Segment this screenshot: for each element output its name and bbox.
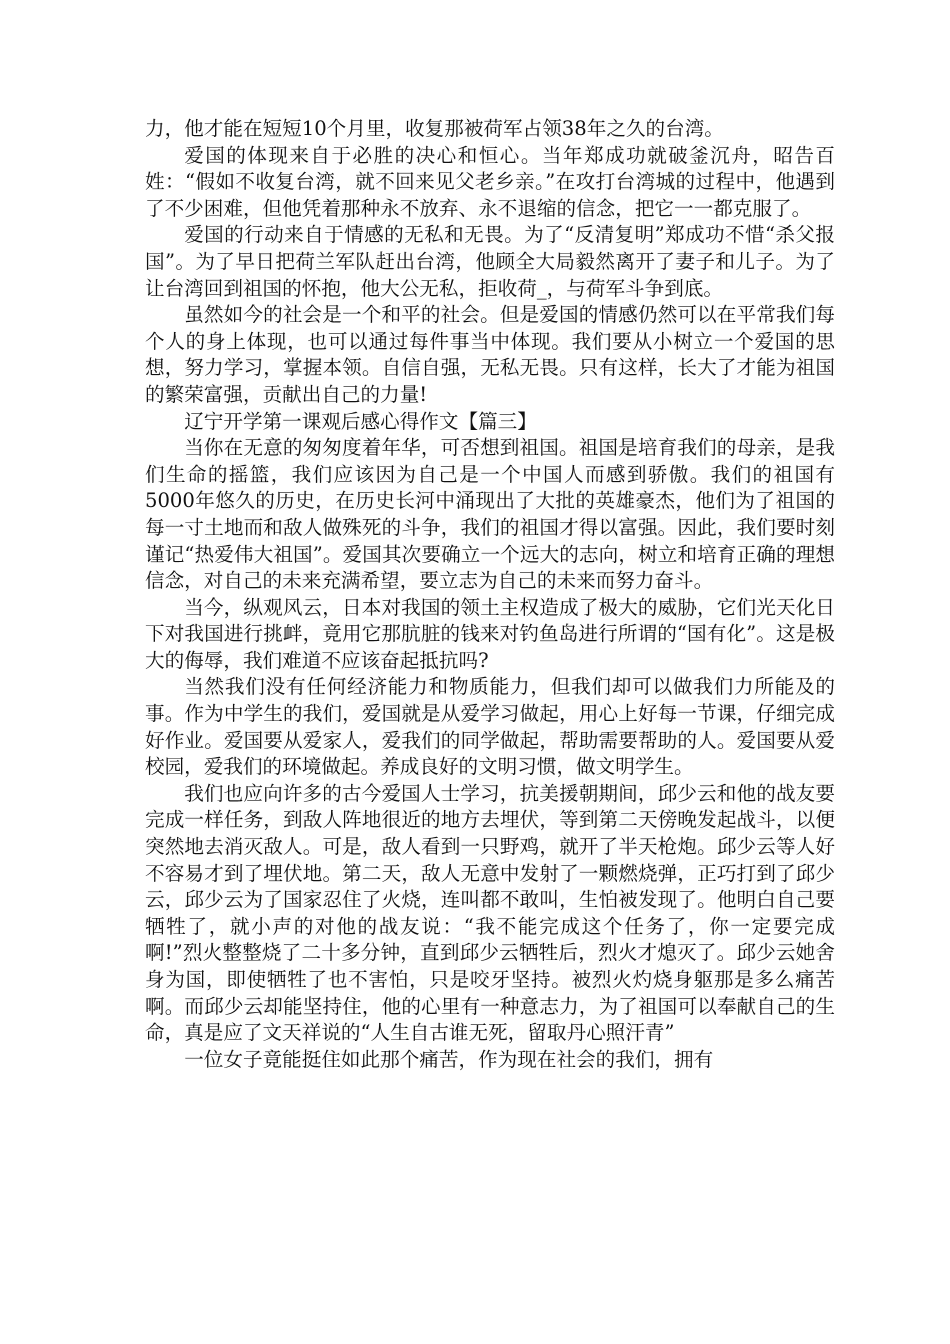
document-page: [145, 116, 835, 1073]
paragraph-2: 爱国的体现来自于必胜的决心和恒心。当年郑成功就破釜沉舟，昭告百姓：“假如不收复台湾，就不回来见父老乡亲。”在攻打台湾城的过程中，他遇到了不少困难，但他凭着那种永不放弃、永不退缩的信念，把它一一都克服了。: [145, 143, 835, 220]
section-heading: 辽宁开学第一课观后感心得作文【篇三】: [184, 409, 537, 433]
paragraph-7: 当然我们没有任何经济能力和物质能力，但我们却可以做我们力所能及的事。作为中学生的我们，爱国就是从爱学习做起，用心上好每一节课，仔细完成好作业。爱国要从爱家人，爱我们的同学做起，帮助需要帮助的人。爱国要从爱校园，爱我们的环境做起。养成良好的文明习惯，做文明学生。: [145, 675, 835, 779]
paragraph-5: 当你在无意的匆匆度着年华，可否想到祖国。祖国是培育我们的母亲，是我们生命的摇篮，我们应该因为自己是一个中国人而感到骄傲。我们的祖国有5000年悠久的历史，在历史长河中涌现出了大批的英雄豪杰，他们为了祖国的每一寸土地而和敌人做殊死的斗争，我们的祖国才得以富强。因此，我们要时刻谨记“热爱伟大祖国”。爱国其次要确立一个远大的志向，树立和培育正确的理想信念，对自己的未来充满希望，要立志为自己的未来而努力奋斗。: [145, 436, 835, 593]
paragraph-6: 当今，纵观风云，日本对我国的领土主权造成了极大的威胁，它们光天化日下对我国进行挑衅，竟用它那肮脏的钱来对钓鱼岛进行所谓的“国有化”。这是极大的侮辱，我们难道不应该奋起抵抗吗?: [145, 595, 835, 672]
paragraph-1: 力，他才能在短短10个月里，收复那被荷军占领38年之久的台湾。: [145, 117, 724, 140]
paragraph-9: 一位女子竟能挺住如此那个痛苦，作为现在社会的我们，拥有: [184, 1047, 714, 1071]
paragraph-3: 爱国的行动来自于情感的无私和无畏。为了“反清复明”郑成功不惜“杀父报国”。为了早日把荷兰军队赶出台湾，他顾全大局毅然离开了妻子和儿子。为了让台湾回到祖国的怀抱，他大公无私，拒收荷_，与荷军斗争到底。: [145, 223, 835, 300]
paragraph-4: 虽然如今的社会是一个和平的社会。但是爱国的情感仍然可以在平常我们每个人的身上体现，也可以通过每件事当中体现。我们要从小树立一个爱国的思想，努力学习，掌握本领。自信自强，无私无畏。只有这样，长大了才能为祖国的繁荣富强，贡献出自己的力量!: [145, 303, 835, 406]
paragraph-8: 我们也应向许多的古今爱国人士学习，抗美援朝期间，邱少云和他的战友要完成一样任务，到敌人阵地很近的地方去埋伏，等到第二天傍晚发起战斗，以便突然地去消灭敌人。可是，敌人看到一只野鸡，就开了半天枪炮。邱少云等人好不容易才到了埋伏地。第二天，敌人无意中发射了一颗燃烧弹，正巧打到了邱少云，邱少云为了国家忍住了火烧，连叫都不敢叫，生怕被发现了。他明白自己要牺牲了，就小声的对他的战友说：“我不能完成这个任务了，你一定要完成啊!”烈火整整烧了二十多分钟，直到邱少云牺牲后，烈火才熄灭了。邱少云她舍身为国，即使牺牲了也不害怕，只是咬牙坚持。被烈火灼烧身躯那是多么痛苦啊。而邱少云却能坚持住，他的心里有一种意志力，为了祖国可以奉献自己的生命，真是应了文天祥说的“人生自古谁无死，留取丹心照汗青”: [145, 781, 835, 1045]
